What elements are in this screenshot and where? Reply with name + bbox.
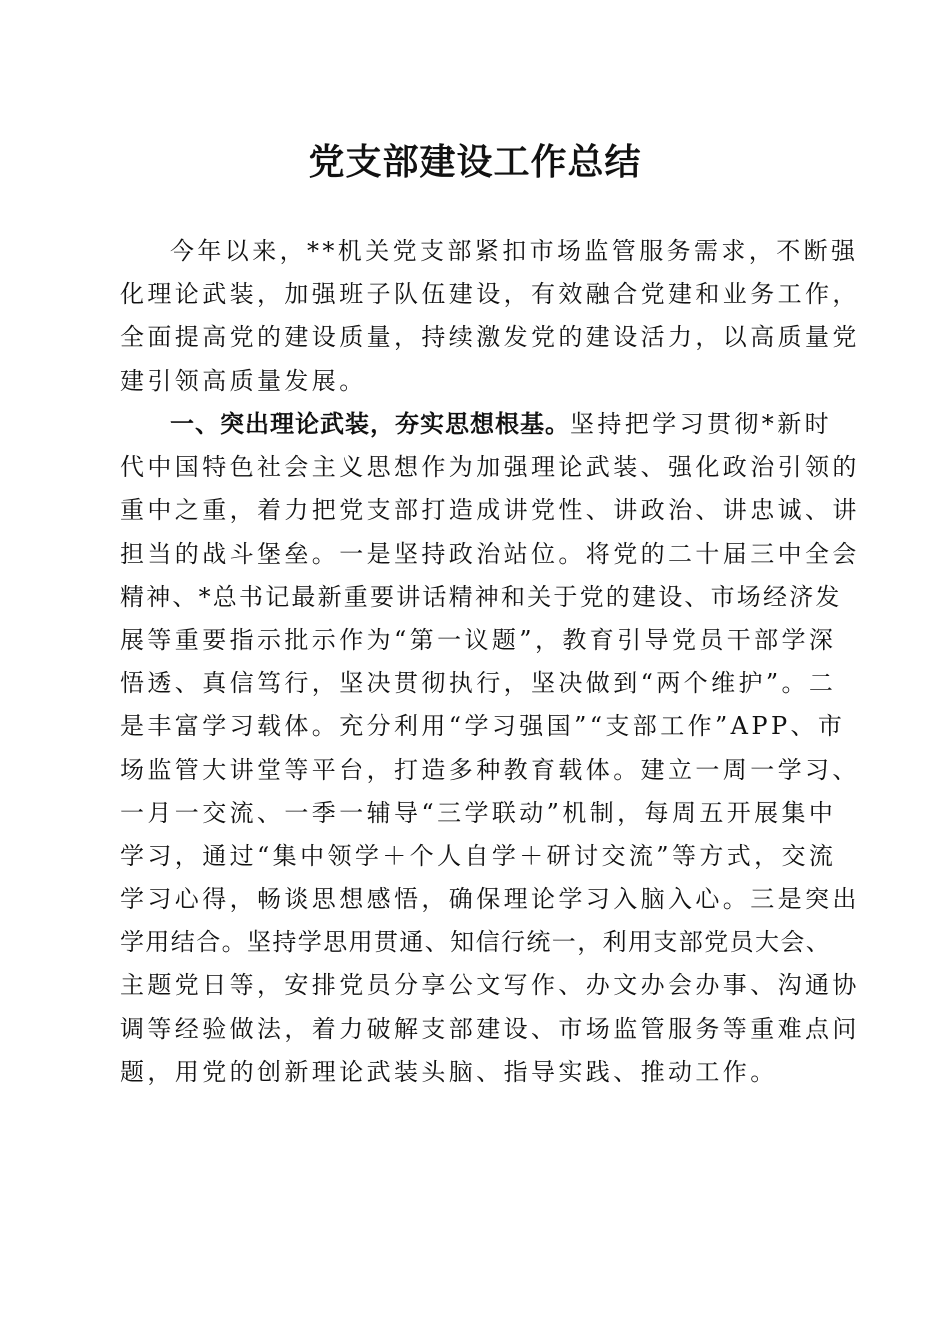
paragraph-text: 坚持把学习贯彻*新时 bbox=[570, 410, 832, 438]
paragraph-line: 题，用党的创新理论武装头脑、指导实践、推动工作。 bbox=[120, 1057, 778, 1086]
paragraph-line: 悟透、真信笃行，坚决贯彻执行，坚决做到“两个维护”。二 bbox=[120, 669, 837, 698]
paragraph-line: 是丰富学习载体。充分利用“学习强国”“支部工作”APP、市 bbox=[120, 712, 846, 741]
paragraph-line: 精神、*总书记最新重要讲话精神和关于党的建设、市场经济发 bbox=[120, 582, 842, 611]
paragraph-section-one bbox=[120, 403, 860, 1094]
paragraph-line: 调等经验做法，着力破解支部建设、市场监管服务等重难点问 bbox=[120, 1014, 860, 1043]
paragraph-line: 担当的战斗堡垒。一是坚持政治站位。将党的二十届三中全会 bbox=[120, 539, 860, 568]
paragraph-intro bbox=[120, 230, 860, 403]
paragraph-line: 学习，通过“集中领学＋个人自学＋研讨交流”等方式，交流 bbox=[120, 841, 837, 870]
paragraph-line: 学习心得，畅谈思想感悟，确保理论学习入脑入心。三是突出 bbox=[120, 885, 860, 914]
paragraph-line: 化理论武装，加强班子队伍建设，有效融合党建和业务工作， bbox=[120, 280, 860, 309]
paragraph-line: 代中国特色社会主义思想作为加强理论武装、强化政治引领的 bbox=[120, 453, 860, 482]
paragraph-line: 学用结合。坚持学思用贯通、知信行统一，利用支部党员大会、 bbox=[120, 928, 832, 957]
paragraph-line-first bbox=[120, 403, 835, 446]
paragraph-line: 场监管大讲堂等平台，打造多种教育载体。建立一周一学习、 bbox=[120, 755, 860, 784]
paragraph-line: 今年以来，**机关党支部紧扣市场监管服务需求，不断强 bbox=[170, 237, 859, 265]
paragraph-line: 全面提高党的建设质量，持续激发党的建设活力，以高质量党 bbox=[120, 323, 860, 352]
paragraph-line: 建引领高质量发展。 bbox=[120, 366, 367, 395]
paragraph-line: 展等重要指示批示作为“第一议题”，教育引导党员干部学深 bbox=[120, 625, 837, 654]
section-heading: 一、突出理论武装，夯实思想根基。 bbox=[170, 410, 570, 438]
paragraph-line: 主题党日等，安排党员分享公文写作、办文办会办事、沟通协 bbox=[120, 971, 860, 1000]
paragraph-line: 重中之重，着力把党支部打造成讲党性、讲政治、讲忠诚、讲 bbox=[120, 496, 860, 525]
document-title: 党支部建设工作总结 bbox=[308, 141, 642, 183]
paragraph-line: 一月一交流、一季一辅导“三学联动”机制，每周五开展集中 bbox=[120, 798, 837, 827]
